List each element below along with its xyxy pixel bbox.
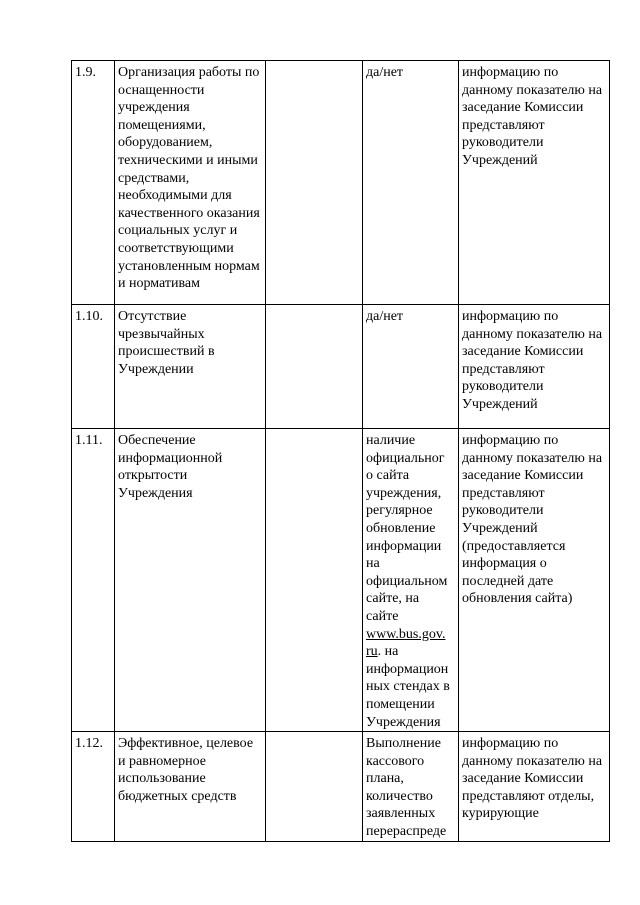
note-cell: информацию по данному показателю на заседание Комиссии представляют руководители Учреждений (459, 61, 610, 305)
empty-cell (266, 732, 363, 842)
empty-cell (266, 61, 363, 305)
table-row (72, 305, 610, 429)
table-row (72, 429, 610, 732)
row-number: 1.9. (72, 61, 115, 305)
table-row (72, 732, 610, 842)
indicator-name: Организация работы по оснащенности учреждения помещениями, оборудованием, техническими и иными средствами, необходимыми для качественного оказания социальных услуг и соответствующими установленным нормам и нормативам (115, 61, 266, 305)
empty-cell (266, 429, 363, 732)
note-cell: информацию по данному показателю на заседание Комиссии представляют руководители Учреждений (предоставляется информация о последней дате обновления сайта) (459, 429, 610, 732)
row-number: 1.12. (72, 732, 115, 842)
row-number: 1.10. (72, 305, 115, 429)
table-row (72, 61, 610, 305)
measure-unit: да/нет (363, 305, 459, 429)
indicators-table (71, 60, 610, 842)
unit-text-before-link: наличие официальног о сайта учреждения, регулярное обновление информации на официальном сайте, на сайте (366, 433, 448, 624)
note-cell: информацию по данному показателю на заседание Комиссии представляют руководители Учреждений (459, 305, 610, 429)
row-number: 1.11. (72, 429, 115, 732)
note-cell: информацию по данному показателю на заседание Комиссии представляют отделы, курирующие (459, 732, 610, 842)
unit-text-after-link: . на информацион ных стендах в помещении Учреждения (366, 644, 450, 730)
empty-cell (266, 305, 363, 429)
measure-unit: да/нет (363, 61, 459, 305)
indicator-name: Эффективное, целевое и равномерное использование бюджетных средств (115, 732, 266, 842)
measure-unit: Выполнение кассового плана, количество заявленных перераспреде (363, 732, 459, 842)
indicator-name: Обеспечение информационной открытости Учреждения (115, 429, 266, 732)
bus-gov-link[interactable]: www.bus.gov. ru (366, 626, 446, 660)
measure-unit (363, 429, 459, 732)
indicator-name: Отсутствие чрезвычайных происшествий в Учреждении (115, 305, 266, 429)
